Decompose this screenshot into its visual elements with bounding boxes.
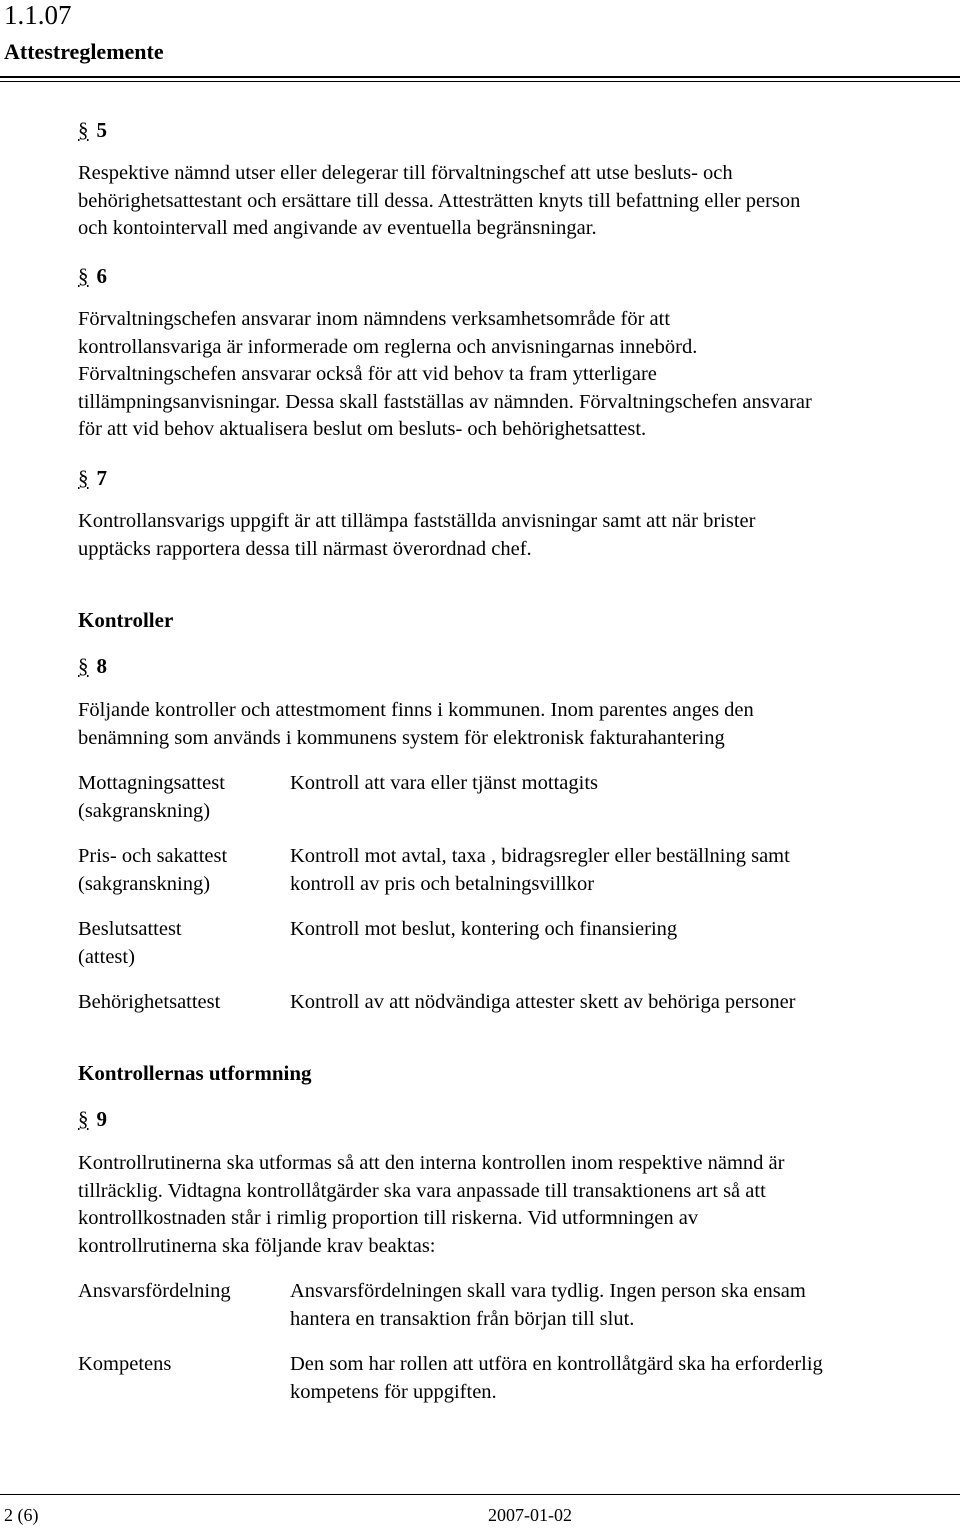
text-line: benämning som används i kommunens system för elektronisk fakturahantering [78, 726, 725, 749]
header-rule-thin [0, 81, 960, 82]
text-line: och kontointervall med angivande av eventuella begränsningar. [78, 217, 597, 239]
section-symbol-icon: § [78, 118, 89, 142]
definition-term: Behörighetsattest [78, 991, 221, 1013]
text-line: Förvaltningschefen ansvarar också för att vid behov ta fram ytterligare [78, 363, 657, 385]
text-line: tillräcklig. Vidtagna kontrollåtgärder ska vara anpassade till transaktionens art så att [78, 1179, 766, 1202]
text-line: upptäcks rapportera dessa till närmast överordnad chef. [78, 537, 532, 560]
definition-term: Ansvarsfördelning [78, 1280, 231, 1302]
text-line: kontrollkostnaden står i rimlig proportion till riskerna. Vid utformningen av [78, 1207, 699, 1229]
document-number: 1.1.07 [4, 0, 72, 30]
definition-description: Kontroll mot beslut, kontering och finansiering [290, 918, 678, 940]
text-line: Kontrollrutinerna ska utformas så att den interna kontrollen inom respektive nämnd är [78, 1152, 785, 1174]
paragraph-7-text [78, 508, 755, 563]
definition-description: Kontroll av att nödvändiga attester skett av behöriga personer [290, 991, 796, 1013]
text-line: tillämpningsanvisningar. Dessa skall fastställas av nämnden. Förvaltningschefen ansvarar [78, 390, 812, 413]
paragraph-8-text [78, 697, 754, 752]
text-line: för att vid behov aktualisera beslut om besluts- och behörighetsattest. [78, 418, 647, 440]
definition-term: Mottagningsattest (sakgranskning) [78, 772, 225, 822]
definition-description: Kontroll mot avtal, taxa , bidragsregler eller beställning samt kontroll av pris och betalningsvillkor [290, 845, 790, 895]
text-line: Respektive nämnd utser eller delegerar till förvaltningschef att utse besluts- och [78, 162, 733, 184]
text-line: kontrollansvariga är informerade om reglerna och anvisningarnas innebörd. [78, 335, 698, 358]
text-line: kontrollrutinerna ska följande krav beaktas: [78, 1234, 436, 1257]
paragraph-5-text [78, 160, 800, 243]
text-line: Kontrollansvarigs uppgift är att tillämpa fastställda anvisningar samt att när brister [78, 510, 756, 532]
definition-description: Den som har rollen att utföra en kontrollåtgärd ska ha erforderlig kompetens för uppgiften. [290, 1353, 823, 1403]
paragraph-6-text [78, 306, 812, 444]
section-symbol-icon: § [78, 264, 89, 288]
definition-term: Pris- och sakattest (sakgranskning) [78, 845, 228, 895]
header-rule [0, 76, 960, 78]
heading-kontrollernas-utformning: Kontrollernas utformning [78, 1061, 312, 1085]
section-symbol-icon: § [78, 1107, 89, 1131]
document-title: Attestreglemente [4, 39, 164, 64]
paragraph-5-number: § 5 [78, 118, 107, 142]
text-line: Följande kontroller och attestmoment finns i kommunen. Inom parentes anges den [78, 699, 754, 721]
section-symbol-icon: § [78, 654, 89, 678]
text-line: Förvaltningschefen ansvarar inom nämndens verksamhetsområde för att [78, 308, 671, 330]
definition-description: Kontroll att vara eller tjänst mottagits [290, 772, 598, 794]
paragraph-7-number: § 7 [78, 466, 107, 490]
heading-kontroller: Kontroller [78, 608, 174, 632]
page-number: 2 (6) [4, 1505, 39, 1525]
definition-term: Beslutsattest (attest) [78, 918, 182, 968]
section-symbol-icon: § [78, 466, 89, 490]
definition-term: Kompetens [78, 1353, 172, 1375]
document-date: 2007-01-02 [488, 1505, 572, 1525]
paragraph-9-text [78, 1150, 784, 1260]
paragraph-9-number: § 9 [78, 1107, 107, 1131]
definition-description: Ansvarsfördelningen skall vara tydlig. Ingen person ska ensam hantera en transaktion från början till slut. [290, 1280, 806, 1330]
paragraph-8-number: § 8 [78, 654, 107, 678]
paragraph-6-number: § 6 [78, 264, 107, 288]
text-line: behörighetsattestant och ersättare till dessa. Attesträtten knyts till befattning eller person [78, 189, 801, 212]
footer-rule [0, 1494, 960, 1495]
